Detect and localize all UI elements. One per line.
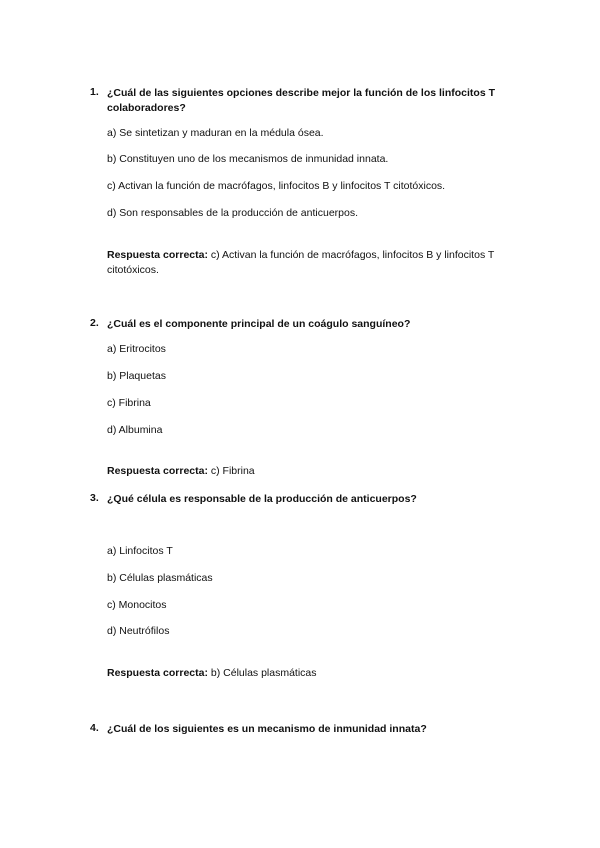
question-3-answer-text: b) Células plasmáticas bbox=[210, 667, 317, 679]
question-1-text: ¿Cuál de las siguientes opciones describe mejor la función de los linfocitos T colaboradores? bbox=[107, 87, 495, 114]
question-2-answer bbox=[107, 464, 527, 479]
question-2-option-c: c) Fibrina bbox=[107, 397, 151, 409]
question-2-option-d: d) Albumina bbox=[107, 424, 163, 436]
question-3-option-b: b) Células plasmáticas bbox=[107, 572, 213, 584]
question-1-option-c: c) Activan la función de macrófagos, linfocitos B y linfocitos T citotóxicos. bbox=[107, 180, 446, 192]
question-3-option-a: a) Linfocitos T bbox=[107, 545, 173, 557]
question-2-answer-text: c) Fibrina bbox=[210, 465, 255, 477]
question-3-option-d: d) Neutrófilos bbox=[107, 625, 170, 637]
question-2-text: ¿Cuál es el componente principal de un coágulo sanguíneo? bbox=[107, 318, 411, 330]
question-1-answer bbox=[107, 248, 527, 278]
question-3-text: ¿Qué célula es responsable de la producción de anticuerpos? bbox=[107, 493, 417, 505]
question-1-answer-label: Respuesta correcta: bbox=[107, 249, 208, 261]
question-3-answer-label: Respuesta correcta: bbox=[107, 667, 208, 679]
question-1-option-d: d) Son responsables de la producción de anticuerpos. bbox=[107, 207, 358, 219]
question-2-option-a: a) Eritrocitos bbox=[107, 343, 166, 355]
question-3-number: 3. bbox=[90, 492, 99, 504]
question-1-option-b: b) Constituyen uno de los mecanismos de inmunidad innata. bbox=[107, 153, 389, 165]
question-4-number: 4. bbox=[90, 722, 99, 734]
question-2-number: 2. bbox=[90, 317, 99, 329]
question-3-option-c: c) Monocitos bbox=[107, 599, 167, 611]
question-4-text: ¿Cuál de los siguientes es un mecanismo de inmunidad innata? bbox=[107, 723, 427, 735]
question-1-answer-text: c) Activan la función de macrófagos, linfocitos B y linfocitos T citotóxicos. bbox=[107, 249, 495, 276]
question-1-number: 1. bbox=[90, 86, 99, 98]
question-2-answer-label: Respuesta correcta: bbox=[107, 465, 208, 477]
question-2-option-b: b) Plaquetas bbox=[107, 370, 166, 382]
question-3-answer bbox=[107, 666, 527, 681]
question-1-option-a: a) Se sintetizan y maduran en la médula ósea. bbox=[107, 127, 324, 139]
